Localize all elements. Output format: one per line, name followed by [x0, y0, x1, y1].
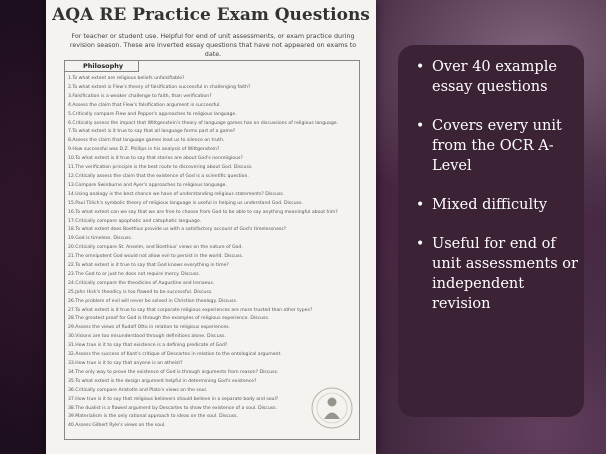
question-item: 5.Critically compare Flew and Popper's approaches to religious language.	[68, 111, 237, 117]
bullet-dot-icon: •	[416, 197, 425, 213]
question-item: 21.The omnipotent God would not allow evil to persist in the world. Discuss.	[68, 254, 244, 260]
question-item: 33.How true is it to say that anyone is an atheist?	[68, 361, 183, 366]
document-title: AQA RE Practice Exam Questions	[52, 5, 370, 25]
feature-bullet-text: Over 40 example essay questions	[432, 59, 557, 95]
document-intro: For teacher or student use. Helpful for end of unit assessments, or exam practice during revision season. These are inverted essay questions that have not appeared on exams to date.	[69, 32, 357, 58]
question-list	[68, 75, 358, 431]
feature-bullet	[416, 234, 586, 314]
question-item: 16.To what extent can we say that we are free to choose from God to be able to say anything meaningful about him?	[68, 209, 338, 215]
question-item: 40.Assess Gilbert Ryle's views on the soul.	[68, 423, 166, 429]
question-item: 24.Critically compare the theodicies of Augustine and Irenaeus.	[68, 280, 215, 286]
question-item: 22.To what extent is it true to say that God knows everything in time?	[68, 263, 229, 269]
feature-list	[416, 57, 586, 333]
feature-bullet-text: Mixed difficulty	[432, 197, 548, 213]
question-item: 12.Critically assess the claim that the existence of God is a scientific question.	[68, 173, 249, 179]
question-item: 9.How successful was D.Z. Phillips in his analysis of Wittgenstein?	[68, 147, 220, 153]
question-item: 2.To what extent is Flew's theory of falsification successful in challenging faith?	[68, 84, 251, 90]
question-item: 34.The only way to prove the existence of God is through arguments from reason? Discuss.	[68, 369, 279, 375]
question-item: 23.The God to or just he does not require mercy. Discuss.	[68, 271, 200, 277]
question-item: 37.How true is it to say that religious believers should believe in a separate body and soul?	[68, 396, 279, 402]
feature-bullet-text: Useful for end of unit assessments or independent revision	[432, 236, 578, 312]
question-item: 27.To what extent is it true to say that corporate religious experiences are more trusted than other types?	[68, 307, 313, 313]
question-item: 19.God is timeless. Discuss.	[68, 236, 133, 242]
question-item: 25.John Hick's theodicy is too flawed to be successful. Discuss.	[68, 289, 213, 295]
bullet-dot-icon: •	[416, 59, 425, 75]
question-item: 3.Falsification is a weaker challenge to faith, than verification?	[68, 93, 212, 99]
question-item: 7.To what extent is it true to say that all language forms part of a game?	[68, 129, 236, 135]
question-item: 15.Paul Tillich's symbolic theory of religious language is useful in helping us understand God. Discuss.	[68, 200, 303, 206]
feature-bullet	[416, 57, 586, 97]
question-item: 38.The dualist is a flawed argument by Descartes to show the existence of a soul. Discuss.	[68, 405, 277, 411]
question-item: 18.To what extent does Boethius provide us with a satisfactory account of God's timelessness?	[68, 227, 287, 233]
question-item: 8.Assess the claim that language games lead us to silence on truth.	[68, 138, 225, 144]
question-item: 32.Assess the success of Kant's critique of Descartes in relation to the ontological argument.	[68, 352, 282, 358]
document-page	[46, 0, 376, 454]
feature-bullet	[416, 116, 586, 176]
question-item: 14.Using analogy is the best chance we have of understanding religious statements? Discuss.	[68, 191, 285, 197]
question-item: 35.To what extent is the design argument helpful in determining God's existence?	[68, 378, 257, 384]
question-item: 6.Critically assess the impact that Wittgenstein's theory of language games has on discussions of religious language.	[68, 120, 339, 126]
question-item: 13.Compare Swinburne and Ayer's approaches to religious language.	[68, 182, 227, 188]
question-item: 26.The problem of evil will never be solved in Christian theology. Discuss.	[68, 298, 238, 304]
feature-bullet	[416, 195, 586, 215]
bullet-dot-icon: •	[416, 236, 425, 252]
feature-bullet-text: Covers every unit from the OCR A-Level	[432, 118, 562, 174]
question-item: 39.Materialism is the only rational approach to ideas on the soul. Discuss.	[68, 414, 239, 420]
question-item: 36.Critically compare Aristotle and Plato's views on the soul.	[68, 387, 208, 393]
question-item: 4.Assess the claim that Flew's falsification argument is successful.	[68, 102, 221, 108]
question-item: 31.How true is it to say that existence is a defining predicate of God?	[68, 343, 228, 349]
questions-table	[64, 60, 360, 440]
question-item: 10.To what extent is it true to say that stories are about God's nonreligious?	[68, 156, 243, 162]
section-heading: Philosophy	[65, 61, 139, 72]
question-item: 1.To what extent are religious beliefs unfalsifiable?	[68, 76, 185, 81]
question-item: 29.Assess the views of Rudolf Otto in relation to religious experiences.	[68, 325, 231, 331]
feature-panel	[398, 45, 584, 417]
seal-logo	[310, 386, 354, 434]
question-item: 11.The verification principle is the best route to discovering about God. Discuss.	[68, 165, 253, 171]
question-item: 28.The greatest proof for God is through the examples of religious experience. Discuss.	[68, 316, 270, 322]
question-item: 20.Critically compare St. Anselm, and Boethius' views on the nature of God.	[68, 245, 243, 251]
question-item: 17.Critically compare apophatic and cataphatic language.	[68, 218, 202, 224]
bullet-dot-icon: •	[416, 118, 425, 134]
question-item: 30.Visions are too misunderstood through definitions alone. Discuss.	[68, 334, 226, 340]
